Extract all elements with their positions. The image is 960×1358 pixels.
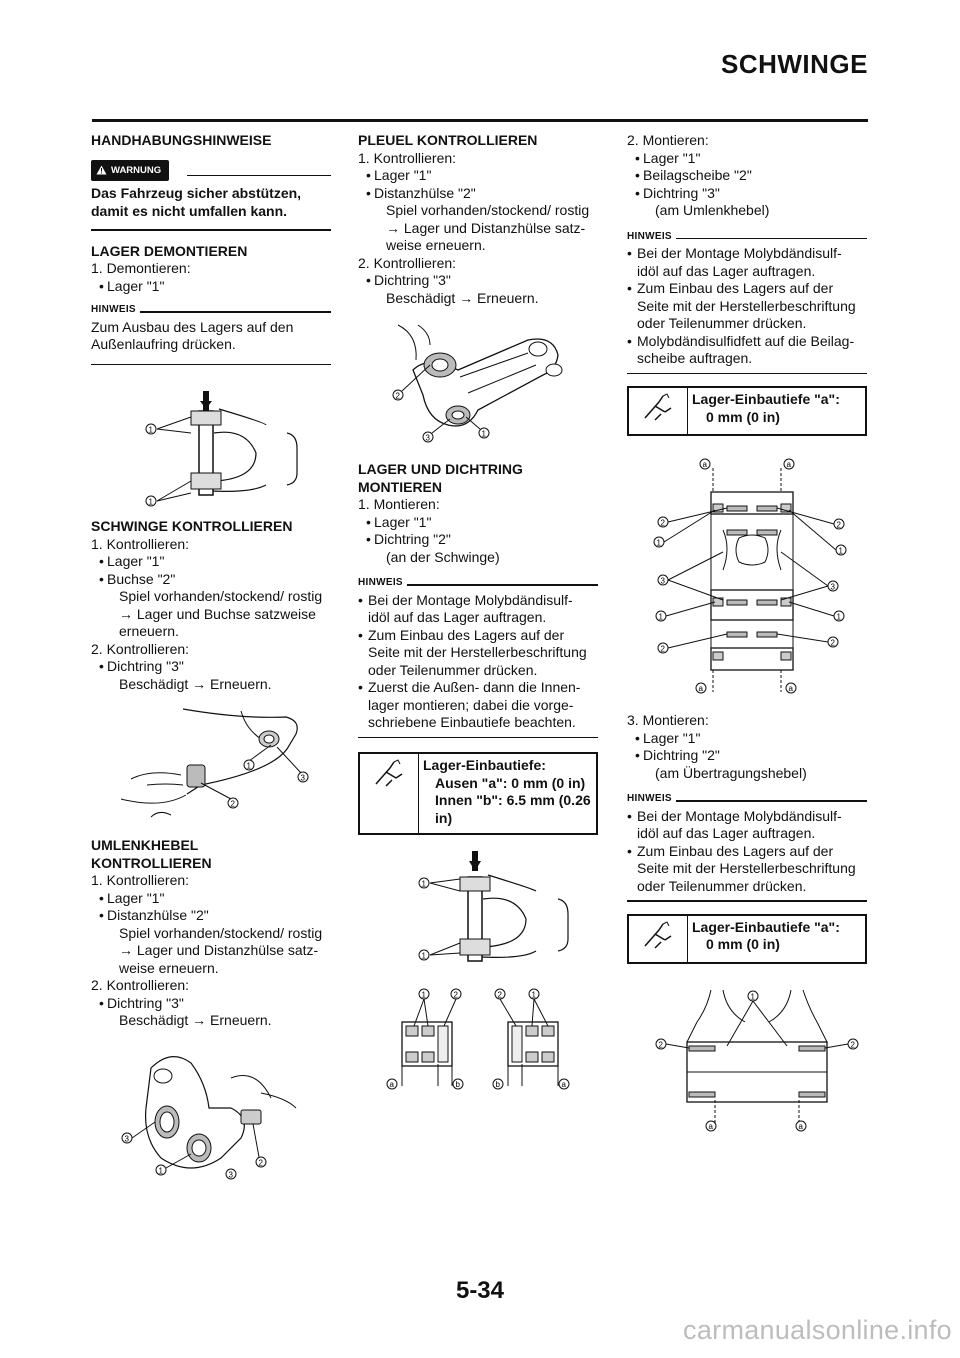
svg-text:1: 1 xyxy=(148,425,153,435)
bullet-item: • Buchse "2" xyxy=(99,570,176,587)
note-header: HINWEIS xyxy=(627,228,867,246)
svg-text:a: a xyxy=(708,1121,713,1131)
note-line: idöl auf das Lager auftragen. xyxy=(368,609,547,625)
note-end-rule xyxy=(627,373,867,375)
step-line: 3. Montieren: xyxy=(627,712,709,728)
section-heading-handling: HANDHABUNGSHINWEISE xyxy=(91,132,272,148)
svg-text:3: 3 xyxy=(124,1134,129,1143)
svg-text:2: 2 xyxy=(850,1040,855,1049)
section-heading-check-rod: PLEUEL KONTROLLIEREN xyxy=(358,132,538,148)
svg-text:a: a xyxy=(798,1121,803,1131)
spec-wrench-icon xyxy=(641,392,675,422)
svg-text:b: b xyxy=(495,1080,500,1089)
spec-wrench-icon xyxy=(641,920,675,950)
note-bullet: • Zuerst die Außen- dann die Innen- xyxy=(358,679,581,695)
svg-text:1: 1 xyxy=(421,879,426,889)
note-line: oder Teilenummer drücken. xyxy=(637,877,807,894)
spec-icon-cell xyxy=(629,388,688,434)
detail-line: (am Umlenkhebel) xyxy=(655,202,770,218)
detail-line: erneuern. xyxy=(119,623,179,639)
step-line: 1. Montieren: xyxy=(358,496,440,512)
detail-line: (an der Schwinge) xyxy=(386,548,500,565)
detail-line: weise erneuern. xyxy=(386,237,486,253)
page-number: 5-34 xyxy=(455,1277,505,1304)
detail-line: weise erneuern. xyxy=(119,959,219,976)
svg-text:a: a xyxy=(698,684,703,693)
section-heading-check-relay-2: KONTROLLIEREN xyxy=(91,854,212,871)
svg-text:1: 1 xyxy=(421,951,426,961)
step-line: 1. Kontrollieren: xyxy=(91,535,190,552)
section-heading-install-2: MONTIEREN xyxy=(358,478,442,495)
bullet-item: • Dichtring "3" xyxy=(99,994,184,1011)
bullet-item: • Distanzhülse "2" xyxy=(366,184,476,201)
warning-badge xyxy=(91,160,169,182)
svg-text:3: 3 xyxy=(300,773,305,783)
bullet-item: • Dichtring "3" xyxy=(99,658,184,674)
bullet-item: • Lager "1" xyxy=(99,889,165,906)
detail-line: (am Übertragungshebel) xyxy=(655,764,807,781)
note-bullet: • Bei der Montage Molybdändisulf- xyxy=(627,245,842,261)
svg-text:a: a xyxy=(561,1080,566,1089)
step-line: 2. Kontrollieren: xyxy=(91,640,190,657)
spec-text xyxy=(688,916,865,962)
note-bullet: • Zum Einbau des Lagers auf der xyxy=(627,842,834,859)
bullet-item: • Dichtring "3" xyxy=(635,184,720,201)
svg-text:a: a xyxy=(788,684,793,693)
svg-text:1: 1 xyxy=(656,538,661,548)
bullet-item: • Dichtring "3" xyxy=(366,272,451,288)
figure-swingarm-check xyxy=(91,699,331,831)
svg-text:2: 2 xyxy=(258,1158,263,1167)
section-heading-bearing-remove: LAGER DEMONTIEREN xyxy=(91,242,248,259)
bullet-item: • Dichtring "2" xyxy=(366,531,451,547)
svg-text:1: 1 xyxy=(658,612,663,622)
svg-text:3: 3 xyxy=(830,582,835,592)
detail-line: Beschädigt → Erneuern. xyxy=(119,675,272,692)
bullet-item: • Dichtring "2" xyxy=(635,747,720,763)
figure-bearing-removal xyxy=(91,373,331,508)
detail-line: Spiel vorhanden/stockend/ rostig xyxy=(386,202,590,218)
step-line: 2. Montieren: xyxy=(627,132,709,148)
note-line: Seite mit der Herstellerbeschriftung xyxy=(368,644,587,660)
svg-text:1: 1 xyxy=(838,546,843,556)
spec-icon-cell xyxy=(629,916,688,962)
warning-rule xyxy=(187,175,331,177)
svg-text:2: 2 xyxy=(660,518,665,528)
svg-text:2: 2 xyxy=(830,638,835,648)
spec-wrench-icon xyxy=(372,758,406,788)
section-heading-install: LAGER UND DICHTRING xyxy=(358,461,523,477)
detail-line: → Lager und Distanzhülse satz- xyxy=(386,219,586,236)
spec-icon-cell xyxy=(360,754,419,833)
note-bullet: • Zum Einbau des Lagers auf der xyxy=(358,626,565,643)
svg-text:1: 1 xyxy=(246,761,251,771)
spec-line: 0 mm (0 in) xyxy=(706,408,780,425)
note-line: Seite mit der Herstellerbeschriftung xyxy=(637,297,856,314)
spec-text xyxy=(688,388,865,434)
figure-relay-arm-install xyxy=(627,452,867,702)
spec-line: 0 mm (0 in) xyxy=(706,936,780,952)
svg-text:a: a xyxy=(786,460,791,469)
bullet-item: • Beilagscheibe "2" xyxy=(635,167,752,183)
svg-text:1: 1 xyxy=(750,992,755,1001)
note-bullet: • Molybdändisulfidfett auf die Beilag- xyxy=(627,332,855,349)
bullet-item: • Distanzhülse "2" xyxy=(99,907,209,923)
bullet-item: • Lager "1" xyxy=(366,167,432,183)
note-bullet: • Bei der Montage Molybdändisulf- xyxy=(358,591,573,608)
column-2 xyxy=(358,132,598,1096)
bullet-item: • Lager "1" xyxy=(635,729,701,746)
warning-header xyxy=(91,160,331,182)
svg-text:1: 1 xyxy=(481,429,486,439)
svg-text:a: a xyxy=(389,1080,394,1089)
bullet-item: • Lager "1" xyxy=(99,277,165,294)
bullet-item: • Lager "1" xyxy=(635,149,701,166)
note-bullet: • Zum Einbau des Lagers auf der xyxy=(627,280,834,296)
figure-bearing-depth-detail xyxy=(358,986,598,1096)
detail-line: Beschädigt → Erneuern. xyxy=(386,289,539,306)
section-heading-check-relay: UMLENKHEBEL xyxy=(91,837,199,853)
spec-line: in) xyxy=(435,809,453,826)
note-bullet: • Bei der Montage Molybdändisulf- xyxy=(627,807,842,824)
warning-text xyxy=(91,185,331,220)
warning-triangle-icon xyxy=(96,165,107,175)
note-line: Seite mit der Herstellerbeschriftung xyxy=(637,860,856,876)
spec-box-install-depth xyxy=(358,752,598,835)
figure-connecting-rod-check xyxy=(358,315,598,455)
spec-line: Innen "b": 6.5 mm (0.26 xyxy=(435,792,591,808)
step-line: 1. Kontrollieren: xyxy=(358,149,457,166)
warning-label: WARNUNG xyxy=(111,164,162,176)
svg-text:1: 1 xyxy=(158,1166,163,1175)
spec-box-lever-depth xyxy=(627,914,867,964)
svg-text:2: 2 xyxy=(395,391,400,401)
svg-text:3: 3 xyxy=(425,433,430,443)
spec-line: Lager-Einbautiefe "a": xyxy=(692,918,840,935)
note-line: schriebene Einbautiefe beachten. xyxy=(368,714,576,730)
step-line: 2. Kontrollieren: xyxy=(358,254,457,271)
note-line: oder Teilenummer drücken. xyxy=(368,661,538,678)
step-line: 2. Kontrollieren: xyxy=(91,977,190,993)
note-line: lager montieren; dabei die vorge- xyxy=(368,696,574,713)
svg-text:3: 3 xyxy=(228,1170,233,1179)
warning-end-rule xyxy=(91,229,331,231)
warning-line: damit es nicht umfallen kann. xyxy=(91,202,288,219)
header-rule xyxy=(92,119,868,122)
svg-text:1: 1 xyxy=(148,497,153,507)
note-end-rule xyxy=(627,900,867,902)
spec-line: Lager-Einbautiefe: xyxy=(423,757,546,773)
note-line: oder Teilenummer drücken. xyxy=(637,315,807,331)
note-header: HINWEIS xyxy=(627,790,867,808)
detail-line: Spiel vorhanden/stockend/ rostig xyxy=(119,924,323,941)
figure-lever-install xyxy=(627,982,867,1132)
svg-text:1: 1 xyxy=(836,612,841,622)
detail-line: → Lager und Buchse satzweise xyxy=(119,605,316,622)
column-3 xyxy=(627,132,867,1132)
step-line: 1. Demontieren: xyxy=(91,260,191,276)
spec-line: Lager-Einbautiefe "a": xyxy=(692,391,840,407)
step-line: 1. Kontrollieren: xyxy=(91,872,190,888)
note-header: HINWEIS xyxy=(91,301,331,319)
note-line: idöl auf das Lager auftragen. xyxy=(637,262,816,279)
footer-watermark: carmanualsonline.info xyxy=(683,1315,952,1345)
svg-text:2: 2 xyxy=(230,799,235,809)
svg-text:2: 2 xyxy=(497,990,502,1000)
note-header: HINWEIS xyxy=(358,574,598,592)
svg-text:2: 2 xyxy=(658,1040,663,1049)
page-title: SCHWINGE xyxy=(721,49,868,79)
svg-text:2: 2 xyxy=(836,520,841,530)
svg-text:b: b xyxy=(455,1080,460,1089)
note-line: idöl auf das Lager auftragen. xyxy=(637,825,816,841)
svg-text:2: 2 xyxy=(660,644,665,654)
note-end-rule xyxy=(91,364,331,366)
column-1 xyxy=(91,132,331,1188)
svg-text:3: 3 xyxy=(660,576,665,586)
note-line: Außenlaufring drücken. xyxy=(91,336,236,352)
svg-text:a: a xyxy=(702,460,707,469)
section-heading-check-arm: SCHWINGE KONTROLLIEREN xyxy=(91,518,293,534)
figure-swingarm-install xyxy=(358,839,598,974)
detail-line: Spiel vorhanden/stockend/ rostig xyxy=(119,588,323,604)
bullet-item: • Lager "1" xyxy=(366,513,432,530)
detail-line: → Lager und Distanzhülse satz- xyxy=(119,942,319,958)
spec-box-relay-depth xyxy=(627,386,867,436)
note-end-rule xyxy=(358,737,598,739)
svg-text:2: 2 xyxy=(453,990,458,1000)
bullet-item: • Lager "1" xyxy=(99,553,165,569)
spec-line: Ausen "a": 0 mm (0 in) xyxy=(435,774,586,791)
warning-line: Das Fahrzeug sicher abstützen, xyxy=(91,185,302,201)
note-line: scheibe auftragen. xyxy=(637,350,753,366)
svg-text:1: 1 xyxy=(421,990,426,1000)
detail-line: Beschädigt → Erneuern. xyxy=(119,1012,272,1028)
spec-text xyxy=(419,754,596,833)
figure-relay-arm-check xyxy=(91,1038,331,1188)
note-line: Zum Ausbau des Lagers auf den xyxy=(91,318,294,335)
svg-text:1: 1 xyxy=(531,990,536,1000)
